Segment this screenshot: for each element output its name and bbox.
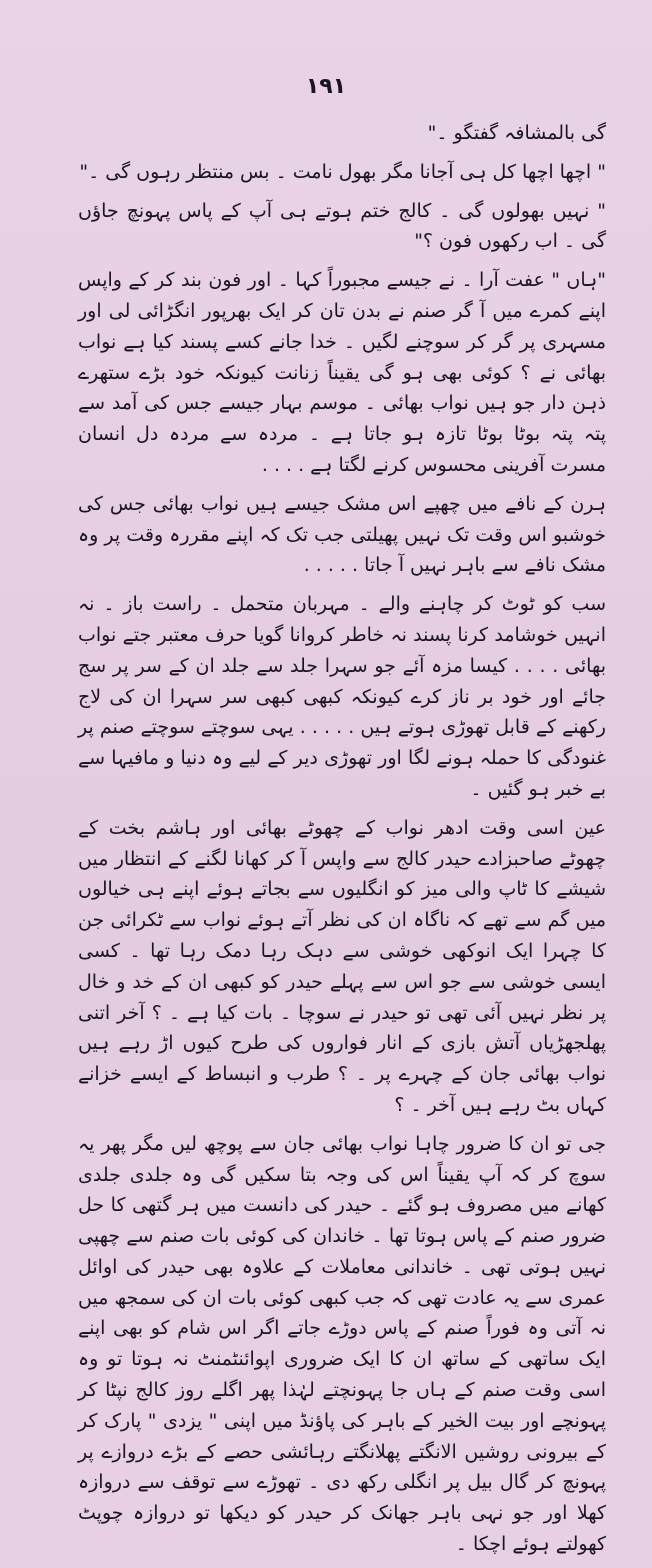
paragraph-3: " نہیں بھولوں گی ۔ کالج ختم ہوتے ہی آپ کے پاس پہونچ جاؤں گی ۔ اب رکھوں فون ؟" [78,199,606,253]
paragraph-6: سب کو ٹوٹ کر چاہنے والے ۔ مہربان متحمل ۔ راست باز ۔ نہ انہیں خوشامد کرنا پسند نہ خاطر کروانا گویا حرف معتبر جتے نواب بھائی . . . . کیسا مزہ آئے جو سہرا جلد سے جلد ان کے سر پر سج جائے اور خود بر ناز کرے کیونکہ کبھی کبھی سر سہرا ان کی لاج رکھنے کے قابل تھوڑی ہوتے ہیں . . . . . یہی سوچتے سوچتے صنم پر غنودگی کا حملہ ہونے لگا اور تھوڑی دیر کے لیے وہ دنیا و مافیہا سے بے خبر ہو گئیں ۔ [78,593,606,800]
paragraph-8: جی تو ان کا ضرور چاہا نواب بھائی جان سے پوچھ لیں مگر پھر یہ سوچ کر کہ آپ یقیناً اس کی وجہ بتا سکیں گی وہ جلدی جلدی کھانے میں مصروف ہو گئے ۔ حیدر کی دانست میں ہر گتھی کا حل ضرور صنم کے پاس ہوتا تھا ۔ خاندان کی کوئی بات صنم سے چھپی نہیں ہوتی تھی ۔ خاندانی معاملات کے علاوہ بھی حیدر کی اوائل عمری سے یہ عادت تھی کہ جب کبھی کوئی بات ان کی سمجھ میں نہ آتی وہ فوراً صنم کے پاس دوڑے جاتے اگر اس شام کو بھی اپنے ایک ساتھی کے ساتھ ان کا ایک ضروری اپوائنٹمنٹ نہ ہوتا تو وہ اسی وقت صنم کے ہاں جا پہونچتے لہٰذا پھر اگلے روز کالج نپٹا کر پہونچے اور بیت الخیر کے باہر کی پاؤنڈ میں اپنی " یزدی " پارک کر کے بیرونی روشیں الانگتے پھلانگتے رہائشی حصے کے بڑے دروازے پر پہونچ کر گال بیل پر انگلی رکھ دی ۔ تھوڑے سے توقف سے دروازہ کھلا اور جو نہی باہر جھانک کر حیدر کو دیکھا تو دروازہ چوپٹ کھولتے ہوئے اچکا ۔ [78,1132,606,1556]
paragraph-7: عین اسی وقت ادھر نواب کے چھوٹے بھائی اور ہاشم بخت کے چھوٹے صاحبزادے حیدر کالج سے واپس آ کر کھانا لگنے کے انتظار میں شیشے کا ٹاپ والی میز کو انگلیوں سے بجاتے ہوئے اپنے ہی خیالوں میں گم سے تھے کہ ناگاہ ان کی نظر آتے ہوئے نواب سے ٹکرائی جن کا چہرا ایک انوکھی خوشی سے دہک رہا دمک رہا تھا ۔ کسی ایسی خوشی سے جو اس سے پہلے حیدر کو کبھی ان کے خد و خال پر نظر نہیں آئی تھی تو حیدر نے سوچا ۔ بات کیا ہے ۔ ؟ آخر اتنی پھلجھڑیاں آتش بازی کے انار فواروں کی طرح کیوں اڑ رہے ہیں نواب بھائی جان کے چہرے پر ۔ ؟ طرب و انبساط کے ایسے خزانے کہاں بٹ رہے ہیں آخر ۔ ؟ [78,816,606,1116]
body-text [78,118,606,1568]
page-number: ۱۹۱ [305,74,347,99]
paragraph-2: " اچھا اچھا کل ہی آجانا مگر بھول نامت ۔ بس منتظر رہوں گی ۔" [79,160,606,183]
paragraph-1: گی بالمشافہ گفتگو ۔" [427,122,606,144]
paragraph-4: "ہاں " عفت آرا ۔ نے جیسے مجبوراً کہا ۔ اور فون بند کر کے واپس اپنے کمرے میں آ گر صنم نے بدن تان کر ایک بھرپور انگڑائی لی اور مسہری پر گر کر سوچنے لگیں ۔ خدا جانے کسے پسند کیا ہے نواب بھائی نے ؟ کوئی بھی ہو گی یقیناً زنانت کیونکہ خود بڑے ستھرے ذہن دار جو ہیں نواب بھائی ۔ موسم بہار جیسے جس کی آمد سے پتہ پتہ بوٹا بوٹا تازہ ہو جاتا ہے ۔ مردہ سے مردہ دل انسان مسرت آفرینی محسوس کرنے لگتا ہے . . . . [78,269,606,476]
paragraph-5: ہرن کے نافے میں چھپے اس مشک جیسے ہیں نواب بھائی جس کی خوشبو اس وقت تک نہیں پھیلتی جب تک کہ اپنے مقررہ وقت پر وہ مشک نافے سے باہر نہیں آ جاتا . . . . . [78,492,606,577]
